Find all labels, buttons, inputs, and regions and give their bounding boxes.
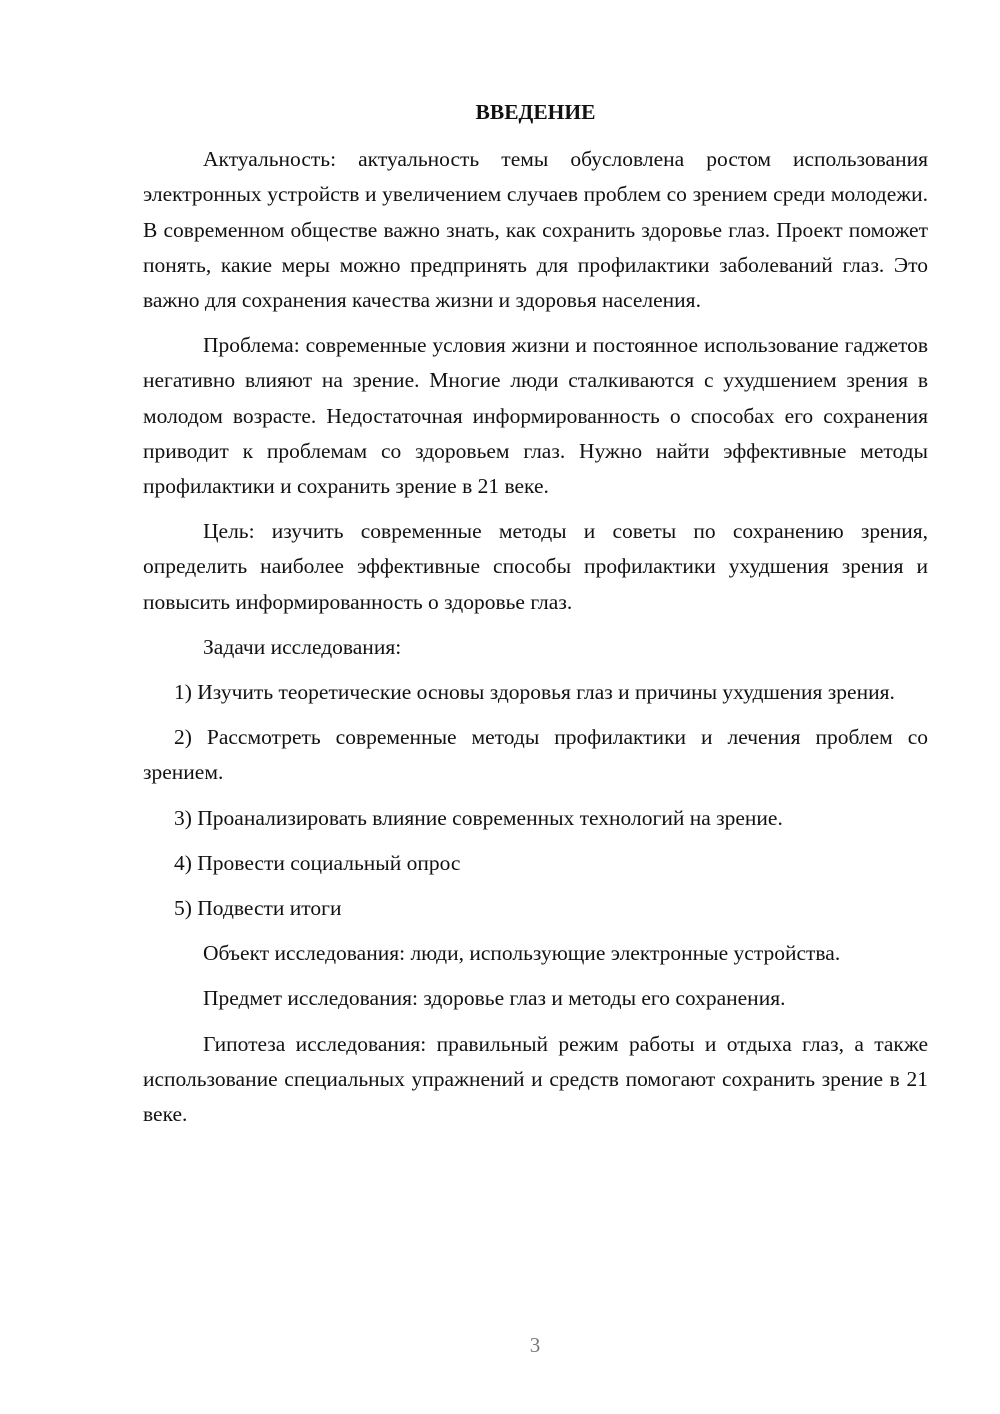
- section-title: ВВЕДЕНИЕ: [475, 100, 596, 124]
- goal-paragraph: Цель: изучить современные методы и советы по сохранению зрения, определить наиболее эффективные способы профилактики ухудшения зрения и повысить информированность о здоровье глаз.: [143, 519, 928, 614]
- task-item-1: 1) Изучить теоретические основы здоровья глаз и причины ухудшения зрения.: [174, 680, 895, 705]
- task-item-4: 4) Провести социальный опрос: [174, 850, 461, 875]
- subject-paragraph: Предмет исследования: здоровье глаз и методы его сохранения.: [203, 986, 786, 1011]
- task-item-5: 5) Подвести итоги: [174, 896, 342, 921]
- task-item-3: 3) Проанализировать влияние современных технологий на зрение.: [174, 805, 783, 830]
- tasks-heading: Задачи исследования:: [203, 634, 402, 659]
- task-item-2: 2) Рассмотреть современные методы профилактики и лечения проблем со зрением.: [143, 725, 928, 785]
- document-page: [143, 95, 928, 1142]
- page-number: 3: [529, 1333, 541, 1357]
- problem-paragraph: Проблема: современные условия жизни и постоянное использование гаджетов негативно влияют на зрение. Многие люди сталкиваются с ухудшением зрения в молодом возрасте. Недостаточная информированность о способах его сохранения приводит к проблемам со здоровьем глаз. Нужно найти эффективные методы профилактики и сохранить зрение в 21 веке.: [143, 333, 928, 499]
- hypothesis-paragraph: Гипотеза исследования: правильный режим работы и отдыха глаз, а также использование специальных упражнений и средств помогают сохранить зрение в 21 веке.: [143, 1031, 928, 1127]
- relevance-paragraph: Актуальность: актуальность темы обусловлена ростом использования электронных устройств и увеличением случаев проблем со зрением среди молодежи. В современном обществе важно знать, как сохранить здоровье глаз. Проект поможет понять, какие меры можно предпринять для профилактики заболеваний глаз. Это важно для сохранения качества жизни и здоровья населения.: [143, 147, 928, 313]
- object-paragraph: Объект исследования: люди, использующие электронные устройства.: [203, 941, 841, 966]
